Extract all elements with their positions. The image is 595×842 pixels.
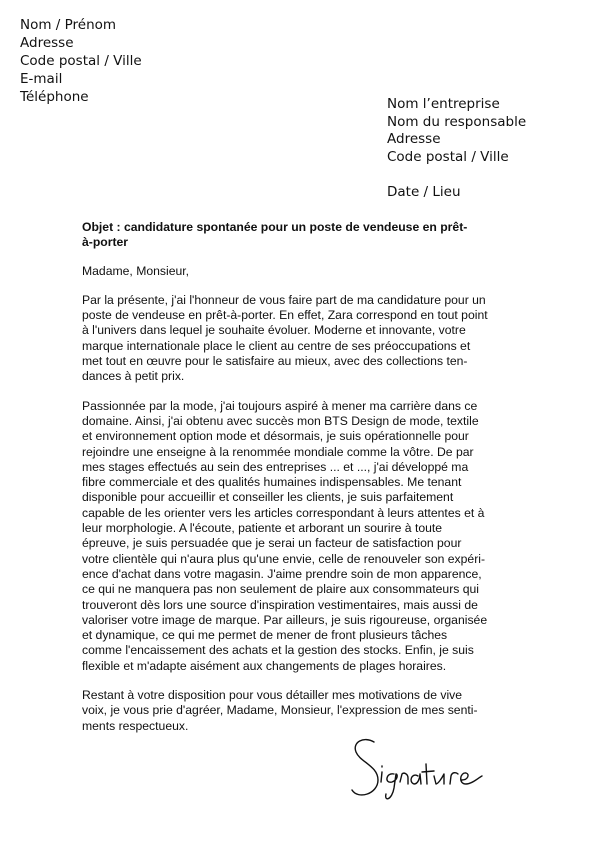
- paragraph-line: ments respectueux.: [82, 718, 189, 733]
- paragraph-line: votre clientèle qui n'aura plus qu'une envie, celle de renouveler son expéri-: [82, 551, 486, 566]
- paragraph-line: Restant à votre disposition pour vous détailler mes motivations de vive: [82, 688, 463, 703]
- paragraph-line: dances à petit prix.: [82, 369, 185, 384]
- paragraph-line: et dynamique, ce qui me permet de mener de front plusieurs tâches: [82, 628, 448, 643]
- paragraph-line: met tout en œuvre pour le satisfaire au mieux, avec des collections ten-: [82, 354, 468, 369]
- paragraph-line: à l'univers dans lequel je souhaite évoluer. Moderne et innovante, votre: [82, 323, 466, 338]
- paragraph-line: voix, je vous prie d'agréer, Madame, Monsieur, l'expression de mes senti-: [82, 703, 478, 718]
- salutation: Madame, Monsieur,: [82, 263, 190, 278]
- paragraph-line: flexible et m'adapte aisément aux changements de plages horaires.: [82, 658, 447, 673]
- date-place: Date / Lieu: [387, 184, 461, 201]
- letter-subject: [82, 220, 522, 251]
- sender-address: Adresse: [20, 35, 74, 51]
- paragraph-line: capable de les orienter vers les articles correspondant à leurs attentes et à: [82, 505, 485, 520]
- letter-body: [82, 220, 522, 748]
- recipient-manager: Nom du responsable: [387, 113, 527, 130]
- sender-name: Nom / Prénom: [20, 17, 117, 33]
- recipient-block: [387, 96, 526, 202]
- recipient-address: Adresse: [387, 131, 441, 148]
- subject-line: Objet : candidature spontanée pour un poste de vendeuse en prêt-: [82, 220, 468, 234]
- sender-postal-city: Code postal / Ville: [20, 53, 142, 69]
- paragraph-line: comme l'encaissement des achats et la gestion des stocks. Enfin, je suis: [82, 643, 474, 658]
- sender-phone: Téléphone: [20, 89, 89, 105]
- paragraph-line: marque internationale place le client au centre de ses préoccupations et: [82, 338, 471, 353]
- paragraph-line: trouveront dès lors une source d'inspiration vestimentaires, mais aussi de: [82, 597, 478, 612]
- subject-line: à-porter: [82, 235, 129, 250]
- paragraph-line: valoriser votre image de marque. Par ailleurs, je suis rigoureuse, organisée: [82, 612, 488, 627]
- sender-email: E-mail: [20, 71, 63, 87]
- paragraph-line: disponible pour accueillir et conseiller les clients, je suis parfaitement: [82, 490, 454, 505]
- paragraph-line: et environnement option mode et désormais, je suis opérationnelle pour: [82, 429, 469, 444]
- paragraph-line: ce qui ne manquera pas non seulement de plaire aux consommateurs qui: [82, 582, 480, 597]
- paragraph-line: ence d'achat dans votre magasin. J'aime prendre soin de mon apparence,: [82, 566, 482, 581]
- paragraph-line: domaine. Ainsi, j'ai obtenu avec succès mon BTS Design de mode, textile: [82, 413, 479, 428]
- paragraph-line: poste de vendeuse en prêt-à-porter. En effet, Zara correspond en tout point: [82, 308, 488, 323]
- paragraph-line: mes stages effectués au sein des entreprises ... et ..., j'ai développé ma: [82, 459, 469, 474]
- sender-block: [20, 16, 142, 106]
- paragraph-line: fibre commerciale et des qualités humaines indispensables. Me tenant: [82, 475, 462, 490]
- recipient-company: Nom l’entreprise: [387, 96, 500, 112]
- paragraph-line: Par la présente, j'ai l'honneur de vous faire part de ma candidature pour un: [82, 292, 486, 307]
- paragraph-line: épreuve, je suis persuadée que je serai un facteur de satisfaction pour: [82, 536, 462, 551]
- paragraph-line: leur morphologie. A l'écoute, patiente et arborant un sourire à toute: [82, 521, 443, 536]
- paragraph-line: rejoindre une enseigne à la renommée mondiale comme la vôtre. De par: [82, 444, 474, 459]
- paragraph-experience: [82, 399, 522, 674]
- handwritten-signature: [348, 728, 488, 808]
- recipient-postal-city: Code postal / Ville: [387, 148, 509, 165]
- paragraph-intro: [82, 293, 522, 385]
- paragraph-line: Passionnée par la mode, j'ai toujours aspiré à mener ma carrière dans ce: [82, 398, 478, 413]
